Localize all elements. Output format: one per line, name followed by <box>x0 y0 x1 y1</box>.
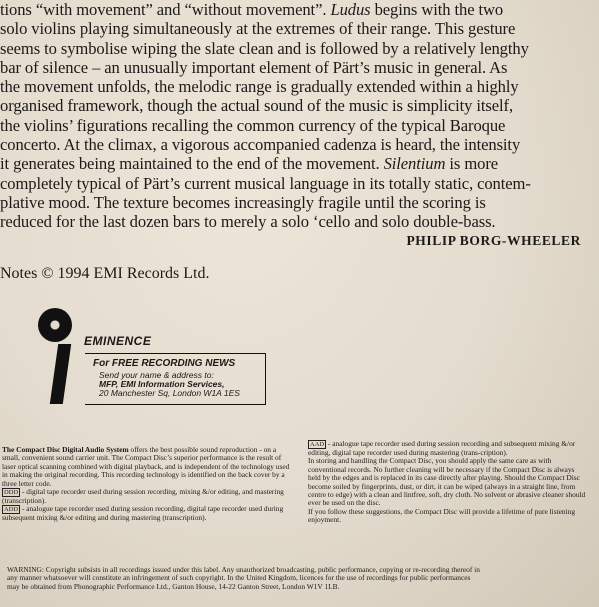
cd-info-right-column <box>308 440 586 525</box>
news-line-3: 20 Manchester Sq, London W1A 1ES <box>99 388 240 398</box>
news-address <box>99 371 240 398</box>
essay-line-text: is more <box>445 154 499 174</box>
essay-line-text: the movement unfolds, the melodic range is gradually extended within a highly <box>0 77 519 97</box>
essay-line-text: the violins’ figurations recalling the common currency of the typical Baroque <box>0 115 506 135</box>
cd-system-heading: The Compact Disc Digital Audio System <box>2 445 129 454</box>
ddd-description: - digital tape recorder used during session recording, mixing &/or editing, and mastering (transcription). <box>2 487 284 506</box>
essay-line-text: plative mood. The texture becomes increasingly fragile until the scoring is <box>0 192 486 212</box>
warning-line: any manner whatsoever will constitute an infringement of such copyright. In the United Kingdom, licences for the use of recordings for public performances <box>7 573 471 583</box>
cd-system-text: offers the best possible sound reproduction - on a small, convenient sound carrier unit. The Compact Disc’s superior performance is the result of laser optical scanning combined with digital playback, and is independent of the technology used in making the original recording. This recording technology is identified on the back cover by a three letter code. <box>2 445 290 488</box>
add-code: ADD <box>4 506 19 514</box>
essay-line <box>0 212 586 231</box>
essay-line-text: completely typical of Pärt’s current musical language in its totally static, contem- <box>0 173 531 193</box>
essay-line <box>0 135 586 154</box>
copyright-notes: Notes © 1994 EMI Records Ltd. <box>0 265 210 282</box>
warning-line: may be obtained from Phonographic Performance Ltd., Ganton House, 14-22 Ganton Street, London W1V 1LB. <box>7 581 340 591</box>
essay-line-text: it generates being maintained to the end of the movement. <box>0 154 384 174</box>
essay-line-text: organised framework, though the actual sound of the music is simplicity itself, <box>0 96 514 116</box>
essay-line <box>0 193 586 212</box>
logo-i-stem <box>50 344 71 404</box>
essay-line <box>0 39 586 58</box>
essay-text <box>0 0 586 232</box>
aad-code: AAD <box>310 441 325 448</box>
essay-line-text: reduced for the last dozen bars to merely a solo ‘cello and solo double-bass. <box>0 212 496 232</box>
copyright-warning <box>7 566 585 591</box>
essay-line-text: bar of silence – an unusually important element of Pärt’s music in general. As <box>0 57 508 77</box>
cd-care-text: In storing and handling the Compact Disc, you should apply the same care as with conventional records. No further cleaning will be necessary if the Compact Disc is always held by the edges and is replaced in its case directly after playing. Should the Compact Disc become soiled by fingerprints, dust, or dirt, it can be wiped (always in a straight line, from centre to edge) with a clean and lintfree, soft, dry cloth. No solvent or abrasive cleaner should ever be used on the disc. <box>308 456 586 508</box>
news-title: For FREE RECORDING NEWS <box>93 358 236 369</box>
essay-line <box>0 174 586 193</box>
news-line-2: MFP, EMI Information Services, <box>99 379 225 389</box>
eminence-promo <box>30 308 250 408</box>
cd-closing-text: If you follow these suggestions, the Compact Disc will provide a lifetime of pure listening enjoyment. <box>308 506 576 525</box>
author-signature: PHILIP BORG-WHEELER <box>406 233 581 248</box>
eminence-brand: EMINENCE <box>84 334 152 348</box>
essay-line-text: begins with the two <box>370 0 504 19</box>
essay-line <box>0 0 586 19</box>
essay-line <box>0 116 586 135</box>
aad-description: - analogue tape recorder used during session recording and subsequent mixing &/or editing, digital tape recorder used during mastering (trans-cription). <box>308 439 576 457</box>
cd-info-left-column <box>2 446 290 523</box>
essay-line <box>0 96 586 115</box>
essay-line <box>0 77 586 96</box>
essay-line <box>0 154 586 173</box>
essay-line-text: solo violins playing simultaneously at the extremes of their range. This gesture <box>0 19 516 39</box>
essay-line-text: seems to symbolise wiping the slate clean and is followed by a relatively lengthy <box>0 38 529 58</box>
essay-line-text: concerto. At the climax, a vigorous accompanied cadenza is heard, the intensity <box>0 135 521 155</box>
news-line-1: Send your name & address to: <box>99 370 214 380</box>
essay-line <box>0 58 586 77</box>
essay-line <box>0 19 586 38</box>
compact-disc-icon <box>38 308 72 342</box>
essay-work-title: Silentium <box>383 154 446 174</box>
essay-line-text: tions “with movement” and “without movement”. <box>0 0 331 19</box>
ddd-code: DDD <box>4 489 19 497</box>
essay-work-title: Ludus <box>330 0 371 19</box>
add-description: - analogue tape recorder used during session recording, digital tape recorder used during subsequent mixing &/or editing and during mastering (transcription). <box>2 504 284 523</box>
recording-news-box <box>85 353 266 405</box>
warning-line: WARNING: Copyright subsists in all recordings issued under this label. Any unauthorized broadcasting, public performance, copying or re-recording thereof in <box>7 565 480 574</box>
